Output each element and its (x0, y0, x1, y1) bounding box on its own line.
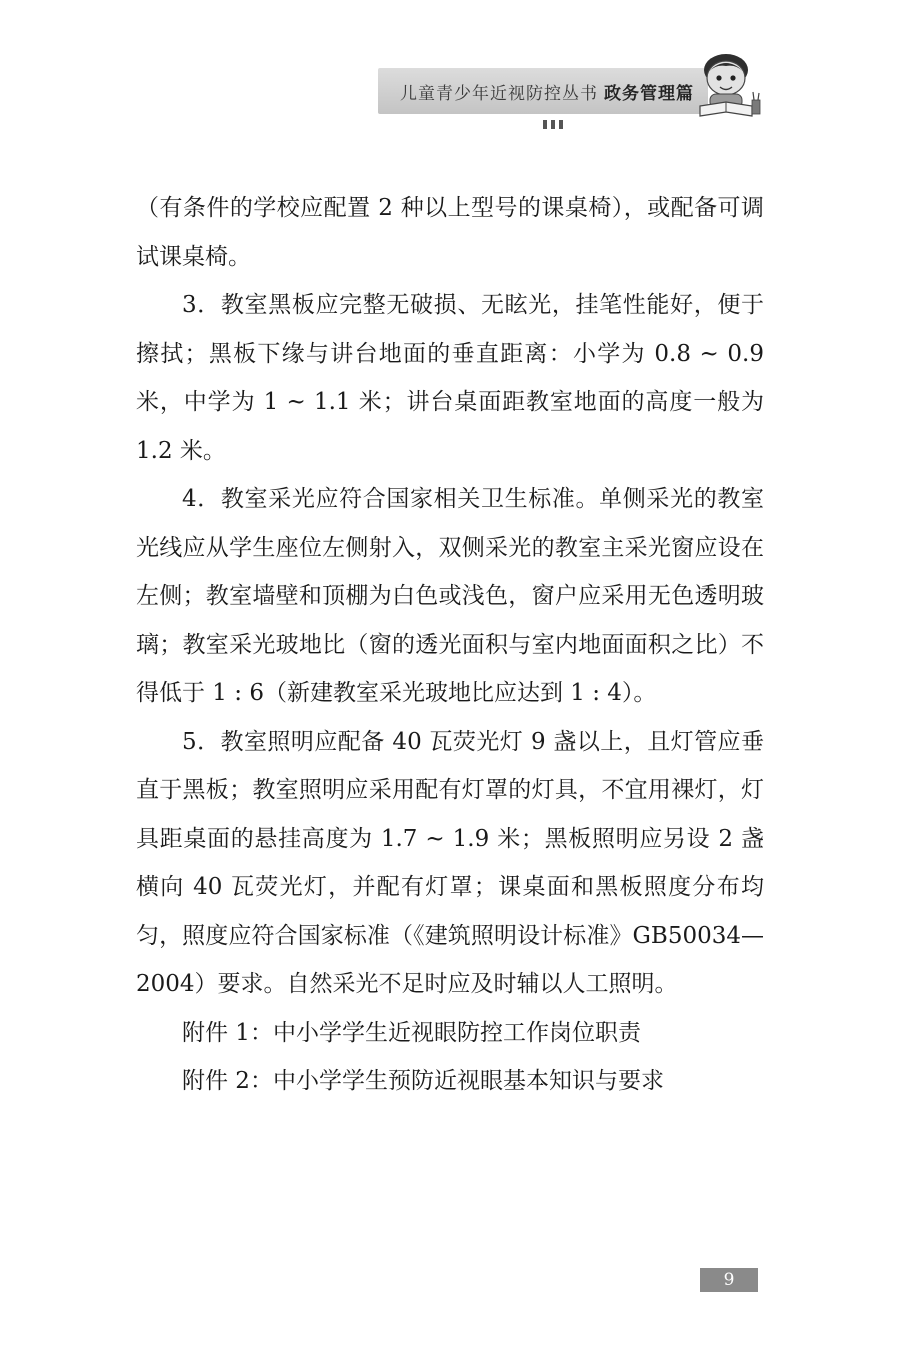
header-band (378, 68, 708, 114)
book-series-title: 儿童青少年近视防控丛书 (400, 84, 598, 104)
paragraph-continued: （有条件的学校应配置 2 种以上型号的课桌椅），或配备可调试课桌椅。 (136, 195, 764, 270)
volume-title: 政务管理篇 (604, 84, 694, 104)
header-decor-bars (543, 114, 573, 124)
page-number: 9 (700, 1268, 758, 1292)
cartoon-boy-reading-icon (696, 50, 762, 122)
attachment-2: 附件 2：中小学学生预防近视眼基本知识与要求 (182, 1068, 664, 1094)
paragraph-item-4: 4．教室采光应符合国家相关卫生标准。单侧采光的教室光线应从学生座位左侧射入，双侧采光的教室主采光窗应设在左侧；教室墙壁和顶棚为白色或浅色，窗户应采用无色透明玻璃；教室采光玻地比（窗的透光面积与室内地面面积之比）不得低于 1 : 6（新建教室采光玻地比应达到 1 : 4）。 (136, 486, 764, 706)
paragraph-item-5: 5．教室照明应配备 40 瓦荧光灯 9 盏以上，且灯管应垂直于黑板；教室照明应采用配有灯罩的灯具，不宜用裸灯，灯具距桌面的悬挂高度为 1.7 ~ 1.9 米；黑板照明应另设 2 盏横向 40 瓦荧光灯，并配有灯罩；课桌面和黑板照度分布均匀，照度应符合国家标准（《建筑照明设计标准》GB50034—2004）要求。自然采光不足时应及时辅以人工照明。 (136, 728, 764, 997)
running-header (378, 68, 758, 114)
attachment-1: 附件 1：中小学学生近视眼防控工作岗位职责 (182, 1019, 641, 1046)
page-body (136, 184, 764, 1106)
paragraph-item-3: 3．教室黑板应完整无破损、无眩光，挂笔性能好，便于擦拭；黑板下缘与讲台地面的垂直距离：小学为 0.8 ~ 0.9 米，中学为 1 ~ 1.1 米；讲台桌面距教室地面的高度一般为 1.2 米。 (136, 292, 764, 464)
